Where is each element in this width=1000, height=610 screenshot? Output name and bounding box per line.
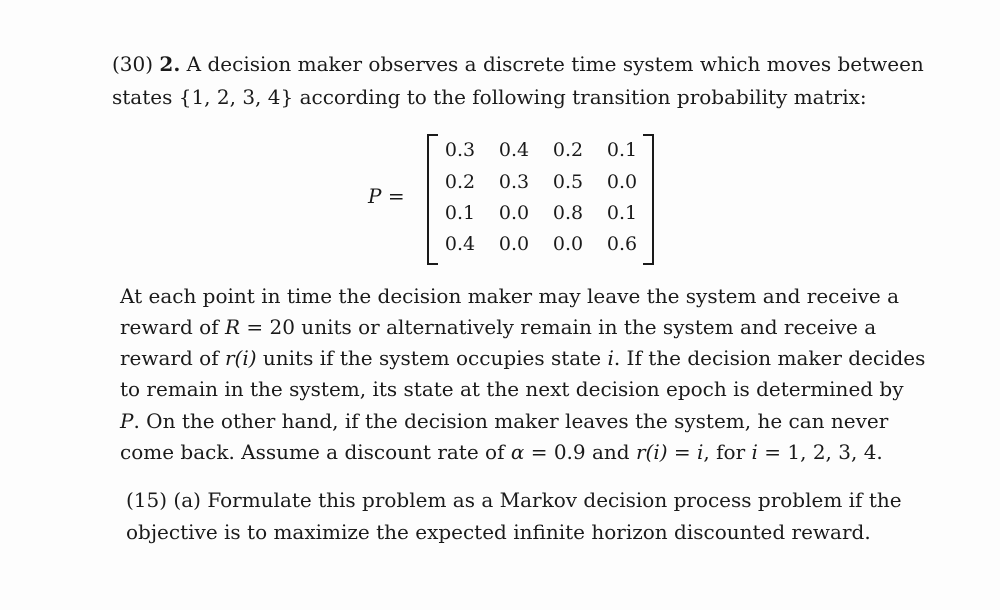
paragraph-line-5 [120, 408, 888, 434]
math-var-r-i: r(i) [635, 440, 668, 464]
matrix-cell: 0.0 [606, 171, 638, 193]
text-segment: = 20 units or alternatively remain in the system and receive a [240, 315, 877, 339]
math-var-r-i: r(i) [224, 346, 257, 370]
part-a-line-1 [126, 487, 902, 513]
math-var-P: P [120, 409, 134, 433]
paragraph-line-3 [120, 345, 925, 371]
part-a-points: (15) [126, 488, 168, 512]
matrix-cell: 0.4 [444, 233, 476, 255]
matrix-cell: 0.2 [552, 139, 584, 161]
part-a-label: (a) [173, 488, 201, 512]
matrix-cell: 0.3 [498, 171, 530, 193]
matrix-cell: 0.8 [552, 202, 584, 224]
intro-text-1: A decision maker observes a discrete time system which moves between [186, 52, 924, 76]
paragraph-line-1: At each point in time the decision maker may leave the system and receive a [120, 284, 900, 308]
matrix-cell: 0.1 [606, 139, 638, 161]
matrix-cell: 0.5 [552, 171, 584, 193]
text-segment: come back. Assume a discount rate of [120, 440, 505, 464]
text-segment: , for [703, 440, 746, 464]
text-segment: = 0.9 and [524, 440, 630, 464]
matrix-cell: 0.6 [606, 233, 638, 255]
matrix-label: P = [368, 184, 405, 208]
matrix-cell: 0.1 [606, 202, 638, 224]
matrix-cell: 0.2 [444, 171, 476, 193]
matrix-cell: 0.0 [552, 233, 584, 255]
part-a-text-1: Formulate this problem as a Markov decision process problem if the [207, 488, 902, 512]
matrix-cell: 0.3 [444, 139, 476, 161]
matrix-cell: 0.0 [498, 233, 530, 255]
math-var-i: i [751, 440, 758, 464]
math-var-alpha: α [510, 440, 525, 464]
math-var-R: R [224, 315, 241, 339]
math-var-i: i [607, 346, 614, 370]
part-a-line-2: objective is to maximize the expected infinite horizon discounted reward. [126, 520, 871, 544]
matrix-cell: 0.4 [498, 139, 530, 161]
text-segment: = 1, 2, 3, 4. [757, 440, 883, 464]
text-segment: . If the decision maker decides [613, 346, 926, 370]
paragraph-line-2 [120, 314, 876, 340]
matrix-cell: 0.0 [498, 202, 530, 224]
text-segment: reward of [120, 315, 219, 339]
paragraph-line-4: to remain in the system, its state at the next decision epoch is determined by [120, 377, 904, 401]
text-segment: . On the other hand, if the decision maker leaves the system, he can never [133, 409, 889, 433]
text-segment: = [667, 440, 691, 464]
math-var-i: i [697, 440, 704, 464]
text-segment: reward of [120, 346, 219, 370]
problem-intro-line-1 [112, 51, 924, 77]
paragraph-line-6 [120, 439, 883, 465]
problem-intro-line-2: states {1, 2, 3, 4} according to the following transition probability matrix: [112, 85, 867, 109]
problem-number: 2. [159, 52, 181, 76]
matrix-cell: 0.1 [444, 202, 476, 224]
text-segment: units if the system occupies state [256, 346, 602, 370]
problem-points: (30) [112, 52, 154, 76]
